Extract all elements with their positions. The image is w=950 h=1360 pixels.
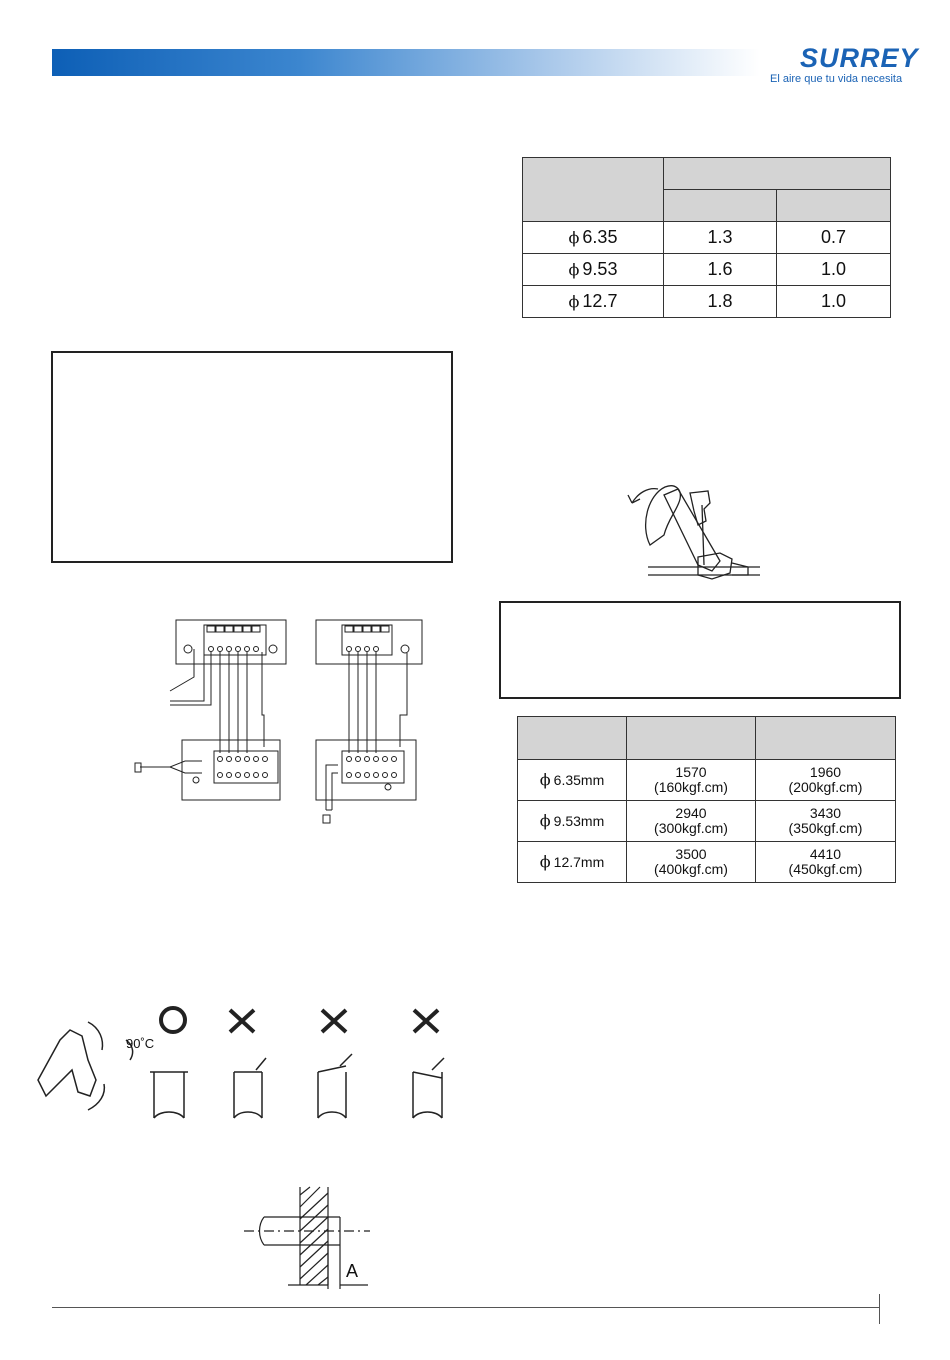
table-row bbox=[518, 760, 896, 801]
brand-name: SURREY bbox=[800, 43, 919, 73]
table-header-cell bbox=[777, 190, 891, 222]
value-cell: 1.0 bbox=[777, 254, 891, 286]
table-header-cell bbox=[664, 190, 777, 222]
dimension-a-label: A bbox=[346, 1261, 359, 1281]
table-header-cell bbox=[756, 717, 896, 760]
pipe-cutting-illustration bbox=[30, 1000, 450, 1130]
value-cell: 0.7 bbox=[777, 222, 891, 254]
diameter-cell: ϕ 9.53 bbox=[523, 254, 664, 286]
table-row bbox=[523, 222, 891, 254]
diameter-cell: ϕ 12.7 bbox=[523, 286, 664, 318]
wrench-tightening-illustration bbox=[620, 475, 770, 585]
brand-tagline: El aire que tu vida necesita bbox=[770, 73, 903, 85]
flare-dimension-illustration bbox=[240, 1185, 380, 1295]
table-row bbox=[518, 842, 896, 883]
value-cell: 3500 (400kgf.cm) bbox=[627, 842, 756, 883]
table-header-cell bbox=[518, 717, 627, 760]
footer-divider bbox=[52, 1307, 880, 1308]
value-cell: 4410 (450kgf.cm) bbox=[756, 842, 896, 883]
flare-dimension-table bbox=[522, 157, 891, 318]
value-cell: 2940 (300kgf.cm) bbox=[627, 801, 756, 842]
value-cell: 1570 (160kgf.cm) bbox=[627, 760, 756, 801]
note-box-left bbox=[51, 351, 453, 563]
angle-label: 90˚C bbox=[126, 1036, 155, 1051]
footer-tick bbox=[879, 1294, 880, 1324]
value-cell: 1.0 bbox=[777, 286, 891, 318]
wiring-diagram-left bbox=[130, 615, 290, 805]
value-cell: 3430 (350kgf.cm) bbox=[756, 801, 896, 842]
diameter-cell: ϕ 6.35 bbox=[523, 222, 664, 254]
value-cell: 1.8 bbox=[664, 286, 777, 318]
header-gradient-bar bbox=[52, 49, 760, 76]
torque-table bbox=[517, 716, 896, 883]
table-row bbox=[518, 801, 896, 842]
value-cell: 1.6 bbox=[664, 254, 777, 286]
brand-logo bbox=[770, 43, 919, 87]
wiring-diagram-right bbox=[312, 615, 432, 830]
table-row bbox=[523, 286, 891, 318]
value-cell: 1960 (200kgf.cm) bbox=[756, 760, 896, 801]
table-row bbox=[523, 254, 891, 286]
table-header-cell bbox=[627, 717, 756, 760]
table-header-cell bbox=[664, 158, 891, 190]
diameter-cell: ϕ 12.7mm bbox=[518, 842, 627, 883]
diameter-cell: ϕ 9.53mm bbox=[518, 801, 627, 842]
value-cell: 1.3 bbox=[664, 222, 777, 254]
diameter-cell: ϕ 6.35mm bbox=[518, 760, 627, 801]
note-box-right bbox=[499, 601, 901, 699]
table-header-cell bbox=[523, 158, 664, 222]
